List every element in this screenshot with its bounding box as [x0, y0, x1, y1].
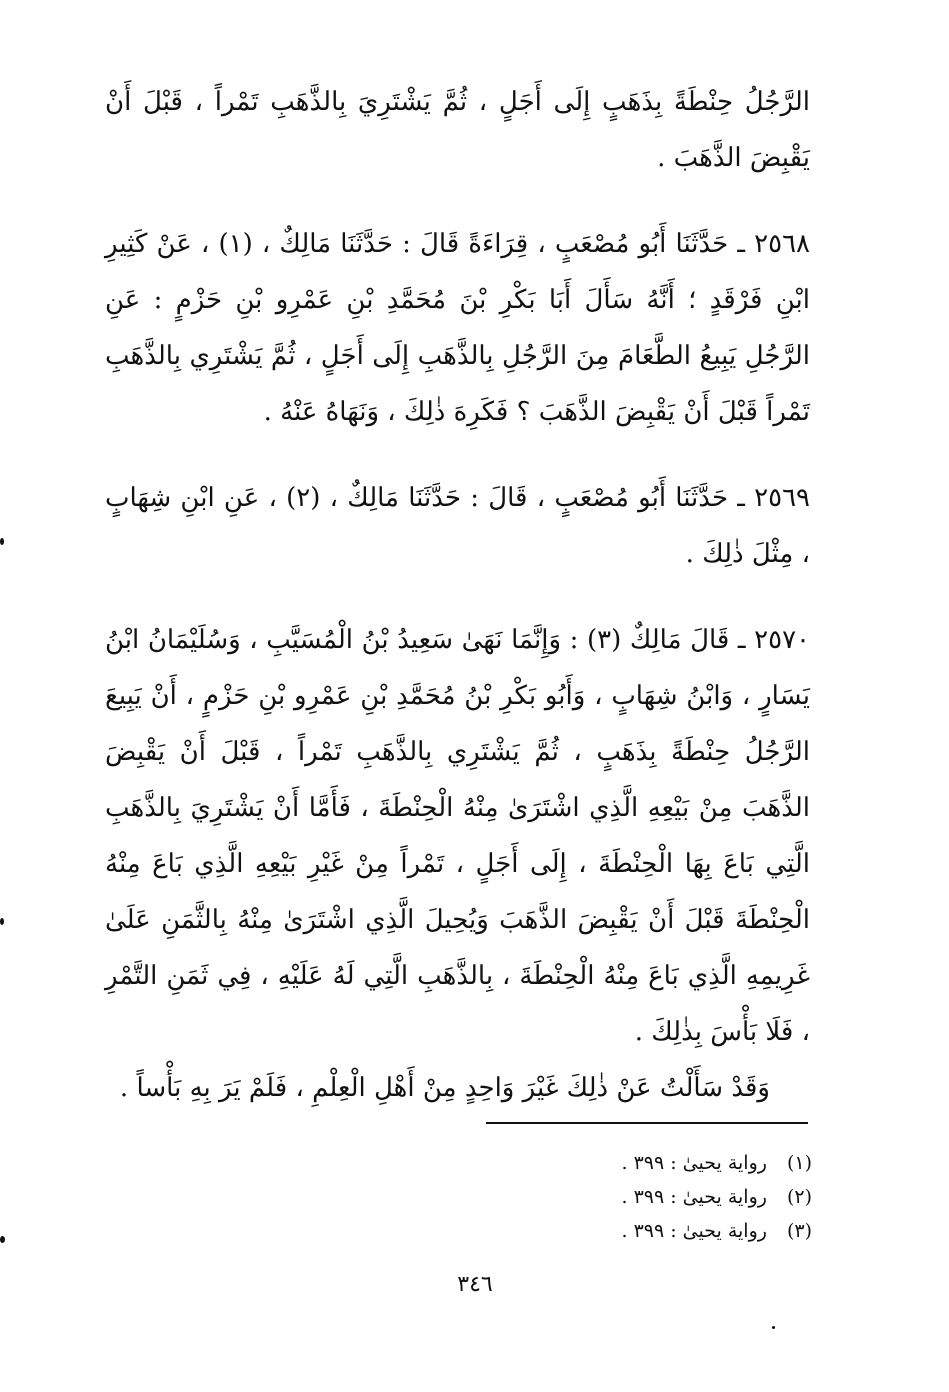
paragraph-continuation: الرَّجُلُ حِنْطَةً بِذَهَبٍ إِلَى أَجَلٍ ، ثُمَّ يَشْتَرِيَ بِالذَّهَبِ تَمْراً ، قَبْلَ أَنْ يَقْبِضَ الذَّهَبَ . — [105, 87, 810, 173]
scan-speck — [0, 1236, 5, 1243]
scan-speck — [772, 1326, 775, 1329]
footnote-mark: (٣) — [786, 1220, 812, 1242]
footnote-text: رواية يحيىٰ : ٣٩٩ . — [621, 1220, 767, 1242]
footnote-text: رواية يحيىٰ : ٣٩٩ . — [621, 1186, 767, 1208]
main-text — [105, 74, 810, 1116]
paragraph-2569: ٢٥٦٩ ـ حَدَّثَنَا أَبُو مُصْعَبٍ ، قَالَ : حَدَّثَنَا مَالِكٌ ، (٢) ، عَنِ ابْنِ شِهَابٍ ، مِثْلَ ذٰلِكَ . — [105, 483, 810, 569]
footnote-mark: (١) — [786, 1152, 812, 1174]
paragraph-2570: ٢٥٧٠ ـ قَالَ مَالِكٌ (٣) : وَإِنَّمَا نَهَىٰ سَعِيدُ بْنُ الْمُسَيَّبِ ، وَسُلَيْمَانُ ابْنُ يَسَارٍ ، وَابْنُ شِهَابٍ ، وَأَبُو بَكْرِ بْنُ مُحَمَّدِ بْنِ عَمْرِو بْنِ حَزْمٍ ، أَنْ يَبِيعَ الرَّجُلُ حِنْطَةً بِذَهَبٍ ، ثُمَّ يَشْتَرِي بِالذَّهَبِ تَمْراً ، قَبْلَ أَنْ يَقْبِضَ الذَّهَبَ مِنْ بَيْعِهِ الَّذِي اشْتَرَىٰ مِنْهُ الْحِنْطَةَ ، فَأَمَّا أَنْ يَشْتَرِيَ بِالذَّهَبِ الَّتِي بَاعَ بِهَا الْحِنْطَةَ ، إِلَى أَجَلٍ ، تَمْراً مِنْ غَيْرِ بَيْعِهِ الَّذِي بَاعَ مِنْهُ الْحِنْطَةَ قَبْلَ أَنْ يَقْبِضَ الذَّهَبَ وَيُحِيلَ الَّذِي اشْتَرَىٰ مِنْهُ بِالثَّمَنِ عَلَىٰ غَرِيمِهِ الَّذِي بَاعَ مِنْهُ الْحِنْطَةَ ، بِالذَّهَبِ الَّتِي لَهُ عَلَيْهِ ، فِي ثَمَنِ التَّمْرِ ، فَلَا بَأْسَ بِذٰلِكَ . — [105, 625, 811, 1047]
scan-speck — [0, 918, 4, 925]
scan-speck — [0, 538, 4, 545]
footnote-3 — [450, 1214, 812, 1248]
paragraph-closing: وَقَدْ سَأَلْتُ عَنْ ذٰلِكَ غَيْرَ وَاحِدٍ مِنْ أَهْلِ الْعِلْمِ ، فَلَمْ يَرَ بِهِ بَأْساً . — [119, 1073, 770, 1103]
footnotes — [450, 1146, 812, 1248]
footnote-separator — [486, 1122, 808, 1124]
footnote-2 — [450, 1180, 812, 1214]
page-number: ٣٤٦ — [457, 1272, 493, 1297]
footnote-1 — [450, 1146, 812, 1180]
footnote-mark: (٢) — [786, 1186, 812, 1208]
paragraph-2568: ٢٥٦٨ ـ حَدَّثَنَا أَبُو مُصْعَبٍ ، قِرَاءَةً قَالَ : حَدَّثَنَا مَالِكٌ ، (١) ، عَنْ كَثِيرِ ابْنِ فَرْقَدٍ ؛ أَنَّهُ سَأَلَ أَبَا بَكْرِ بْنَ مُحَمَّدِ بْنِ عَمْرِو بْنِ حَزْمٍ : عَنِ الرَّجُلِ يَبِيعُ الطَّعَامَ مِنَ الرَّجُلِ بِالذَّهَبِ إِلَى أَجَلٍ ، ثُمَّ يَشْتَرِي بِالذَّهَبِ تَمْراً قَبْلَ أَنْ يَقْبِضَ الذَّهَبَ ؟ فَكَرِهَ ذٰلِكَ ، وَنَهَاهُ عَنْهُ . — [105, 229, 810, 427]
footnote-text: رواية يحيىٰ : ٣٩٩ . — [621, 1152, 767, 1174]
